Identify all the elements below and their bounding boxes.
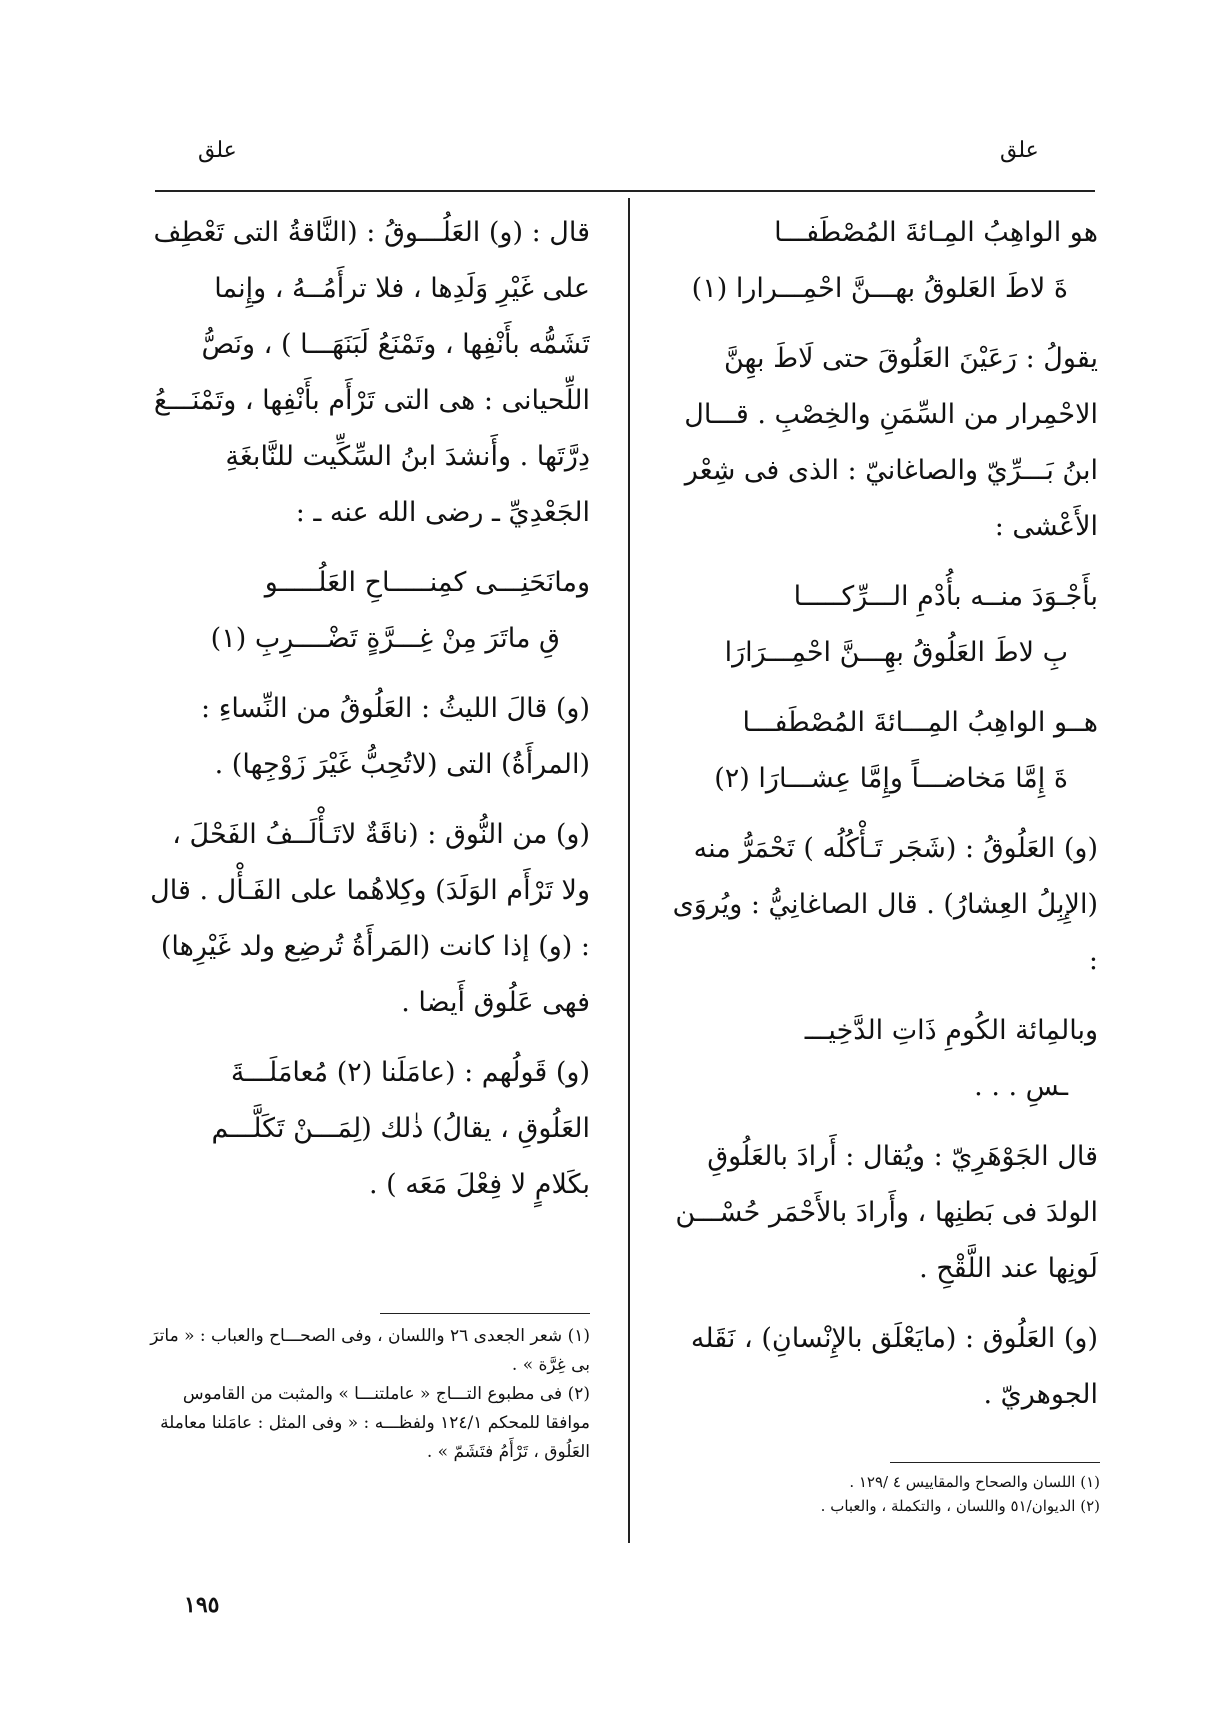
verse-line: قِ ماتَرَ مِنْ غِـــرَّةٍ تَضْــــرِبِ (١) bbox=[210, 623, 560, 654]
paragraph: قال : (و) العَلُـــوقُ : (النَّاقةُ التى تَعْطِف على غَيْرِ وَلَدِها ، فلا ترأَمُــهُ ، وإِنما تَشَمُّه بأَنْفِها ، وتَمْنَعُ لَبَنَهَـــا ) ، ونَصُّ اللِّحيانى : هى التى تَرْأَم بأَنْفِها ، وتَمْنَـــعُ دِرَّتَها . وأَنشدَ ابنُ السِّكِّيت للنَّابغَةِ الجَعْدِيِّ ـ رضى الله عنه ـ : bbox=[153, 217, 590, 528]
paragraph: (و) قالَ الليثُ : العَلُوقُ من النِّساءِ : (المرأَةُ) التى (لاتُحِبُّ غَيْرَ زَوْجِها) . bbox=[201, 693, 590, 780]
header-left-word: علق bbox=[198, 138, 237, 163]
paragraph: (و) قَولُهم : (عامَلَنا (٢) مُعامَلَـــةَ العَلُوقِ ، يقالُ) ذٰلك (لِمَـــنْ تَكَلَّـــم بكَلامٍ لا فِعْلَ مَعَه ) . bbox=[211, 1057, 590, 1200]
paragraph: قال الجَوْهَرِيّ : ويُقال : أَرادَ بالعَلُوقِ الولدَ فى بَطنِها ، وأَرادَ بالأَحْمَر حُسْـــن لَونِها عند اللَّقْحِ . bbox=[675, 1141, 1098, 1284]
footnote: (٢) الديوان/٥١ واللسان ، والتكملة ، والعباب . bbox=[820, 1497, 1100, 1515]
header-right-word: علق bbox=[1000, 138, 1039, 163]
verse-line: وبالمِائة الكُومِ ذَاتِ الدَّخِيـــ bbox=[804, 1015, 1098, 1046]
verse-line: هو الواهِبُ المِـائةَ المُصْطَفـــا bbox=[774, 217, 1098, 248]
verse-line: ـسِ . . . bbox=[974, 1071, 1068, 1102]
verse-line: ةَ لاطَ العَلوقُ بهـــنَّ احْمِـــرارا (١) bbox=[691, 273, 1068, 304]
paragraph: يقولُ : رَعَيْنَ العَلُوقَ حتى لَاطَ بهِنَّ الاحْمِرار من السِّمَنِ والخِصْبِ . قـــال ابنُ بَـــرِّيّ والصاغانيّ : الذى فى شِعْر الأَعْشى : bbox=[684, 343, 1098, 542]
paragraph: (و) العَلُوقُ : (شَجَر تَـأْكُلُه ) تَحْمَرُّ منه (الإِبِلُ العِشارُ) . قال الصاغانِيُّ : ويُروَى : bbox=[672, 833, 1098, 976]
verse-line: هــو الواهِبُ المِـــائةَ المُصْطَفـــا bbox=[742, 707, 1098, 738]
verse-line: ومانَحَنِـــى كمِنـــــاحِ العَلُـــــو bbox=[264, 567, 590, 598]
footnotes-right bbox=[660, 1470, 1100, 1518]
footnote: (١) شعر الجعدى ٢٦ واللسان ، وفى الصحـــاح والعباب : « ماترَ بى غِرَّة » . bbox=[150, 1326, 590, 1375]
paragraph: (و) العَلُوق : (مايَعْلَق بالإِنْسانِ) ، نَقَله الجوهريّ . bbox=[690, 1323, 1098, 1410]
column-divider bbox=[628, 198, 630, 1543]
paragraph: (و) من النُّوق : (ناقَةٌ لاتَـأْلَــفُ الفَحْلَ ، ولا تَرْأَم الوَلَدَ) وكِلاهُما على الفَـأْل . قال : (و) إذا كانت (المَرأَةُ تُرضِع ولد غَيْرِها) فهى عَلُوق أَيضا . bbox=[150, 819, 590, 1018]
footnotes-left bbox=[150, 1322, 590, 1467]
verse-line: ةَ إِمَّا مَخاضـــاً وإِمَّا عِشـــارَا (٢) bbox=[714, 763, 1068, 794]
left-column bbox=[150, 205, 590, 1227]
footnote: (٢) فى مطبوع التـــاج « عاملتنـــا » والمثبت من القاموس موافقا للمحكم ١٢٤/١ ولفظـــه : « وفى المثل : عامَلنا معاملة العَلُوق ، تَرْأَمُ فتَشَمّ » . bbox=[160, 1384, 590, 1462]
verse-line: بِ لاطَ العَلُوقُ بهِـــنَّ احْمِـــرَارَا bbox=[724, 637, 1068, 668]
page-header bbox=[0, 138, 1230, 178]
right-column bbox=[658, 205, 1098, 1437]
header-rule bbox=[155, 190, 1095, 192]
footnote-rule-left bbox=[380, 1313, 590, 1314]
page-number: ١٩٥ bbox=[184, 1592, 220, 1618]
footnote: (١) اللسان والصحاح والمقاييس ٤ /١٢٩ . bbox=[849, 1473, 1100, 1491]
footnote-rule-right bbox=[890, 1462, 1100, 1463]
verse-line: بأَجْـوَدَ منــه بأُدْمِ الـــرِّكـــــا bbox=[793, 581, 1098, 612]
